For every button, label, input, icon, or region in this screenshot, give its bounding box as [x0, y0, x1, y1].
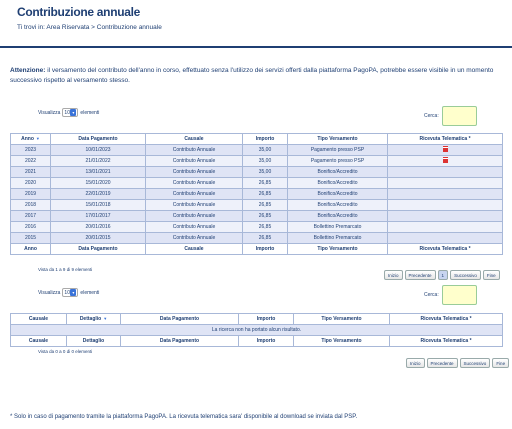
cell-ricevuta: [388, 178, 503, 189]
table-header-row: [11, 134, 503, 145]
column-header-importo[interactable]: Importo: [239, 314, 294, 325]
footer-dettaglio: Dettaglio: [67, 336, 121, 347]
sort-desc-icon: ▼: [103, 316, 108, 321]
table-header-row: [11, 314, 503, 325]
breadcrumb: Ti trovi in: Area Riservata > Contribuzione annuale: [17, 24, 162, 31]
cell-importo: 26,85: [243, 211, 288, 222]
payments-table: [10, 133, 503, 255]
cell-tipo-versamento: Pagamento presso PSP: [288, 156, 388, 167]
cell-ricevuta: [388, 189, 503, 200]
cell-importo: 26,85: [243, 200, 288, 211]
table1-pager: [384, 270, 500, 280]
cell-data-pagamento: 20/01/2015: [51, 233, 146, 244]
cell-ricevuta: [388, 145, 503, 156]
cell-ricevuta: [388, 167, 503, 178]
cell-tipo-versamento: Bollettino Premarcato: [288, 233, 388, 244]
pager-last-button[interactable]: Fine: [483, 270, 500, 280]
cell-causale: Contributo Annuale: [146, 200, 243, 211]
table-row: [11, 211, 503, 222]
cell-causale: Contributo Annuale: [146, 189, 243, 200]
pager-next-button[interactable]: Successivo: [450, 270, 481, 280]
pdf-icon[interactable]: [443, 157, 448, 163]
pager-first-button[interactable]: Inizio: [384, 270, 403, 280]
table2-search-input[interactable]: [442, 285, 477, 305]
table-footer-row: [11, 336, 503, 347]
table1-search-input[interactable]: [442, 106, 477, 126]
footer-causale: Causale: [11, 336, 67, 347]
footer-causale: Causale: [146, 244, 243, 255]
table1-length-value: 10: [64, 109, 70, 116]
table2-length-select[interactable]: [62, 288, 78, 297]
notice-text: il versamento del contributo dell'anno in corso, effettuato senza l'utilizzo dei servizi offerti dalla piattaforma PagoPA, potrebbe essere visibile in un momento successivo rispetto al versamento stesso.: [10, 67, 494, 84]
cell-data-pagamento: 13/01/2021: [51, 167, 146, 178]
column-header-dettaglio[interactable]: Dettaglio ▼: [67, 314, 121, 325]
column-header-tipo-versamento[interactable]: Tipo Versamento: [294, 314, 390, 325]
cell-tipo-versamento: Bonifico/Accredito: [288, 167, 388, 178]
table-row: [11, 178, 503, 189]
pager-next-button[interactable]: Successivo: [460, 358, 491, 368]
cell-ricevuta: [388, 233, 503, 244]
column-header-causale[interactable]: Causale: [146, 134, 243, 145]
table2-length-control: [38, 288, 99, 297]
column-header-ricevuta[interactable]: Ricevuta Telematica *: [388, 134, 503, 145]
footnote: * Solo in caso di pagamento tramite la piattaforma PagoPA. La ricevuta telematica sara' disponibile al download se inviata dal PSP.: [10, 414, 358, 420]
table-row: [11, 222, 503, 233]
cell-anno: 2021: [11, 167, 51, 178]
cell-ricevuta: [388, 211, 503, 222]
cell-ricevuta: [388, 222, 503, 233]
cell-importo: 26,85: [243, 178, 288, 189]
table1-search-control: [424, 106, 477, 126]
pager-last-button[interactable]: Fine: [492, 358, 509, 368]
cell-data-pagamento: 10/01/2023: [51, 145, 146, 156]
cell-tipo-versamento: Bonifico/Accredito: [288, 178, 388, 189]
table2-info: Vista da 0 a 0 di 0 elementi: [38, 349, 93, 354]
table2-length-value: 10: [64, 289, 70, 296]
footer-importo: Importo: [239, 336, 294, 347]
footer-anno: Anno: [11, 244, 51, 255]
table-footer-row: [11, 244, 503, 255]
footer-data-pagamento: Data Pagamento: [51, 244, 146, 255]
table-row: [11, 189, 503, 200]
cell-anno: 2019: [11, 189, 51, 200]
cell-ricevuta: [388, 156, 503, 167]
footer-ricevuta: Ricevuta Telematica *: [390, 336, 503, 347]
cell-importo: 26,85: [243, 222, 288, 233]
chevron-down-icon: ▾: [72, 110, 75, 115]
pager-page-1-button[interactable]: 1: [438, 270, 449, 280]
cell-tipo-versamento: Bonifico/Accredito: [288, 189, 388, 200]
cell-anno: 2023: [11, 145, 51, 156]
footer-tipo-versamento: Tipo Versamento: [288, 244, 388, 255]
cell-data-pagamento: 17/01/2017: [51, 211, 146, 222]
sort-desc-icon: ▼: [35, 136, 40, 141]
page-title: Contribuzione annuale: [17, 5, 141, 19]
cell-anno: 2022: [11, 156, 51, 167]
notice: [10, 66, 502, 86]
cell-anno: 2015: [11, 233, 51, 244]
table1-length-label: Visualizza: [38, 109, 61, 116]
table2-pager: [406, 358, 509, 368]
cell-anno: 2016: [11, 222, 51, 233]
pager-first-button[interactable]: Inizio: [406, 358, 425, 368]
column-header-ricevuta[interactable]: Ricevuta Telematica *: [390, 314, 503, 325]
table-row: [11, 145, 503, 156]
cell-importo: 26,85: [243, 189, 288, 200]
notice-label: Attenzione:: [10, 67, 46, 74]
cell-causale: Contributo Annuale: [146, 156, 243, 167]
cell-data-pagamento: 21/01/2022: [51, 156, 146, 167]
cell-tipo-versamento: Bonifico/Accredito: [288, 200, 388, 211]
cell-tipo-versamento: Pagamento presso PSP: [288, 145, 388, 156]
cell-anno: 2018: [11, 200, 51, 211]
table1-length-select[interactable]: [62, 108, 78, 117]
table2-length-label: Visualizza: [38, 289, 61, 296]
column-header-causale[interactable]: Causale: [11, 314, 67, 325]
cell-data-pagamento: 22/01/2019: [51, 189, 146, 200]
table1-search-label: Cerca:: [424, 113, 439, 119]
cell-tipo-versamento: Bollettino Premarcato: [288, 222, 388, 233]
column-header-importo[interactable]: Importo: [243, 134, 288, 145]
details-table: [10, 313, 503, 347]
pdf-icon[interactable]: [443, 146, 448, 152]
cell-anno: 2017: [11, 211, 51, 222]
cell-importo: 35,00: [243, 156, 288, 167]
table-row: [11, 167, 503, 178]
page-header: [0, 0, 512, 48]
table1-info: Vista da 1 a 9 di 9 elementi: [38, 267, 93, 272]
cell-causale: Contributo Annuale: [146, 145, 243, 156]
column-header-anno[interactable]: Anno ▼: [11, 134, 51, 145]
empty-row: [11, 325, 503, 336]
table-row: [11, 233, 503, 244]
cell-importo: 35,00: [243, 145, 288, 156]
table2-search-label: Cerca:: [424, 292, 439, 298]
cell-data-pagamento: 15/01/2018: [51, 200, 146, 211]
table1-length-control: [38, 108, 99, 117]
table-row: [11, 200, 503, 211]
cell-causale: Contributo Annuale: [146, 167, 243, 178]
empty-message: La ricerca non ha portato alcun risultato.: [11, 325, 503, 336]
table2-search-control: [424, 285, 477, 305]
footer-tipo-versamento: Tipo Versamento: [294, 336, 390, 347]
footer-importo: Importo: [243, 244, 288, 255]
cell-anno: 2020: [11, 178, 51, 189]
column-header-data-pagamento[interactable]: Data Pagamento: [121, 314, 239, 325]
column-header-tipo-versamento[interactable]: Tipo Versamento: [288, 134, 388, 145]
footer-ricevuta: Ricevuta Telematica *: [388, 244, 503, 255]
cell-data-pagamento: 20/01/2016: [51, 222, 146, 233]
cell-importo: 35,00: [243, 167, 288, 178]
cell-data-pagamento: 15/01/2020: [51, 178, 146, 189]
header-divider: [0, 46, 512, 48]
footer-data-pagamento: Data Pagamento: [121, 336, 239, 347]
cell-causale: Contributo Annuale: [146, 222, 243, 233]
pager-prev-button[interactable]: Precedente: [427, 358, 458, 368]
cell-causale: Contributo Annuale: [146, 233, 243, 244]
cell-causale: Contributo Annuale: [146, 211, 243, 222]
pager-prev-button[interactable]: Precedente: [405, 270, 436, 280]
cell-importo: 26,85: [243, 233, 288, 244]
table1-length-suffix: elementi: [80, 109, 100, 116]
table2-length-suffix: elementi: [80, 289, 100, 296]
table-row: [11, 156, 503, 167]
chevron-down-icon: ▾: [72, 290, 75, 295]
cell-tipo-versamento: Bonifico/Accredito: [288, 211, 388, 222]
column-header-data-pagamento[interactable]: Data Pagamento: [51, 134, 146, 145]
cell-causale: Contributo Annuale: [146, 178, 243, 189]
cell-ricevuta: [388, 200, 503, 211]
